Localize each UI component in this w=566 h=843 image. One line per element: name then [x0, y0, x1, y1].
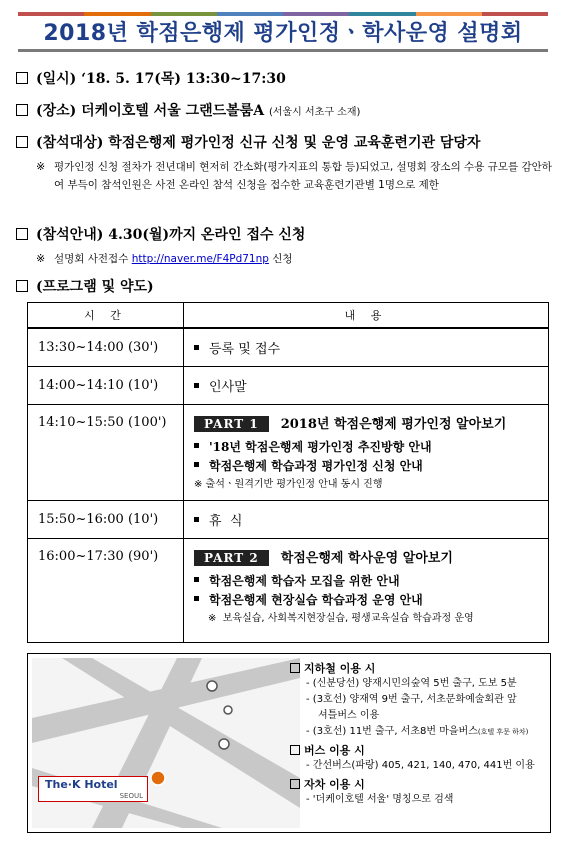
table-row — [28, 366, 549, 404]
attendee-note — [36, 158, 556, 194]
bullet-icon — [194, 383, 199, 388]
hotel-location-marker — [151, 771, 165, 785]
sub-note: ※ 출석ㆍ원격기반 평가인정 안내 동시 진행 — [194, 478, 383, 490]
checkbox-icon — [290, 663, 300, 673]
checkbox-icon — [16, 280, 28, 292]
map-marker — [224, 706, 232, 714]
checkbox-icon — [16, 136, 28, 148]
row-content-text: 인사말 — [209, 379, 247, 395]
table-header-row — [28, 303, 549, 329]
checkbox-icon — [16, 72, 28, 84]
map-marker — [207, 681, 217, 691]
location-map — [32, 658, 300, 828]
place-note: (서울시 서초구 소재) — [268, 107, 361, 118]
sub-note: ※ 보육실습, 사회복지현장실습, 평생교육실습 학습과정 운영 — [208, 612, 474, 624]
guide-text: (참석안내) 4.30(월)까지 온라인 접수 신청 — [36, 227, 306, 243]
part-badge: PART 2 — [194, 550, 269, 566]
subway-line: - (신분당선) 양재시민의숲역 5번 출구, 도보 5분 — [306, 678, 517, 689]
note-mark: ※ — [36, 252, 46, 265]
row-time: 14:10~15:50 (100') — [28, 404, 184, 500]
header-time: 시 간 — [28, 303, 184, 329]
subway-line: - (3호선) 11번 출구, 서초8번 마을버스(호텔 후문 하차) — [306, 726, 529, 737]
bullet-icon — [194, 577, 199, 582]
car-heading: 자차 이용 시 — [290, 776, 548, 792]
part-title: 2018년 학점은행제 평가인정 알아보기 — [280, 416, 507, 432]
subway-line: - (3호선) 양재역 9번 출구, 서초문화예술회관 앞 — [306, 694, 517, 705]
row-content — [184, 538, 549, 642]
row-content — [184, 366, 549, 404]
date-text: (일시) ‘18. 5. 17(목) 13:30~17:30 — [36, 71, 286, 87]
attendee-text: (참석대상) 학점은행제 평가인정 신규 신청 및 운영 교육훈련기관 담당자 — [36, 135, 481, 151]
bullet-icon — [194, 596, 199, 601]
car-line: - '더케이호텔 서울' 명칭으로 검색 — [306, 794, 454, 805]
map-graphic — [32, 658, 300, 828]
subway-line: 셔틀버스 이용 — [318, 710, 380, 721]
bullet-icon — [194, 517, 199, 522]
hotel-logo-sub: SEOUL — [119, 792, 143, 800]
attendee-note-text: 평가인정 신청 절차가 전년대비 현저히 간소화(평가지표의 통합 등)되었고, 설명회 장소의 수용 규모를 감안하여 부득이 참석인원은 사전 온라인 참석 신청을 접수한 교육훈련기관별 1명으로 제한 — [54, 161, 552, 191]
table-row — [28, 500, 549, 538]
sub-item: 학점은행제 학습자 모집을 위한 안내 — [194, 572, 547, 591]
row-time: 16:00~17:30 (90') — [28, 538, 184, 642]
item-guide — [16, 224, 305, 244]
part-badge: PART 1 — [194, 416, 269, 432]
checkbox-icon — [290, 779, 300, 789]
map-marker — [219, 739, 229, 749]
hotel-logo — [38, 776, 148, 802]
guide-note-suffix: 신청 — [272, 253, 293, 265]
location-box — [27, 653, 551, 833]
bullet-icon — [194, 443, 199, 448]
item-program — [16, 276, 154, 296]
item-date — [16, 68, 286, 88]
bus-line: - 간선버스(파랑) 405, 421, 140, 470, 441번 이용 — [306, 760, 535, 771]
item-place — [16, 100, 360, 120]
row-content-text: 등록 및 접수 — [209, 341, 281, 357]
table-row — [28, 328, 549, 366]
sub-item: 학점은행제 현장실습 학습과정 운영 안내 — [194, 591, 547, 610]
bus-heading: 버스 이용 시 — [290, 742, 548, 758]
row-time: 14:00~14:10 (10') — [28, 366, 184, 404]
guide-note — [36, 250, 556, 268]
checkbox-icon — [16, 228, 28, 240]
guide-note-prefix: 설명회 사전접수 — [54, 253, 129, 265]
checkbox-icon — [290, 745, 300, 755]
row-content — [184, 404, 549, 500]
program-text: (프로그램 및 약도) — [36, 279, 154, 295]
place-text: (장소) 더케이호텔 서울 그랜드볼룸A — [36, 103, 265, 119]
bullet-icon — [194, 345, 199, 350]
note-mark: ※ — [36, 160, 46, 173]
row-time: 13:30~14:00 (30') — [28, 328, 184, 366]
bullet-icon — [194, 462, 199, 467]
hotel-logo-text: The·K Hotel — [45, 778, 118, 791]
row-content — [184, 328, 549, 366]
header-content: 내 용 — [184, 303, 549, 329]
checkbox-icon — [16, 104, 28, 116]
row-content — [184, 500, 549, 538]
sub-item: '18년 학점은행제 평가인정 추진방향 안내 — [194, 438, 547, 457]
part-title: 학점은행제 학사운영 알아보기 — [280, 550, 453, 566]
item-attendee — [16, 132, 480, 152]
registration-link[interactable]: http://naver.me/F4Pd71np — [131, 253, 269, 265]
program-table — [27, 302, 549, 643]
transport-info — [290, 658, 548, 808]
row-time: 15:50~16:00 (10') — [28, 500, 184, 538]
title-underline — [18, 49, 548, 52]
sub-item: 학점은행제 학습과정 평가인정 신청 안내 — [194, 457, 547, 476]
page-title: 2018년 학점은행제 평가인정ㆍ학사운영 설명회 — [43, 21, 523, 46]
table-row — [28, 404, 549, 500]
row-content-text: 휴 식 — [209, 513, 243, 529]
subway-heading: 지하철 이용 시 — [290, 660, 548, 676]
table-row — [28, 538, 549, 642]
